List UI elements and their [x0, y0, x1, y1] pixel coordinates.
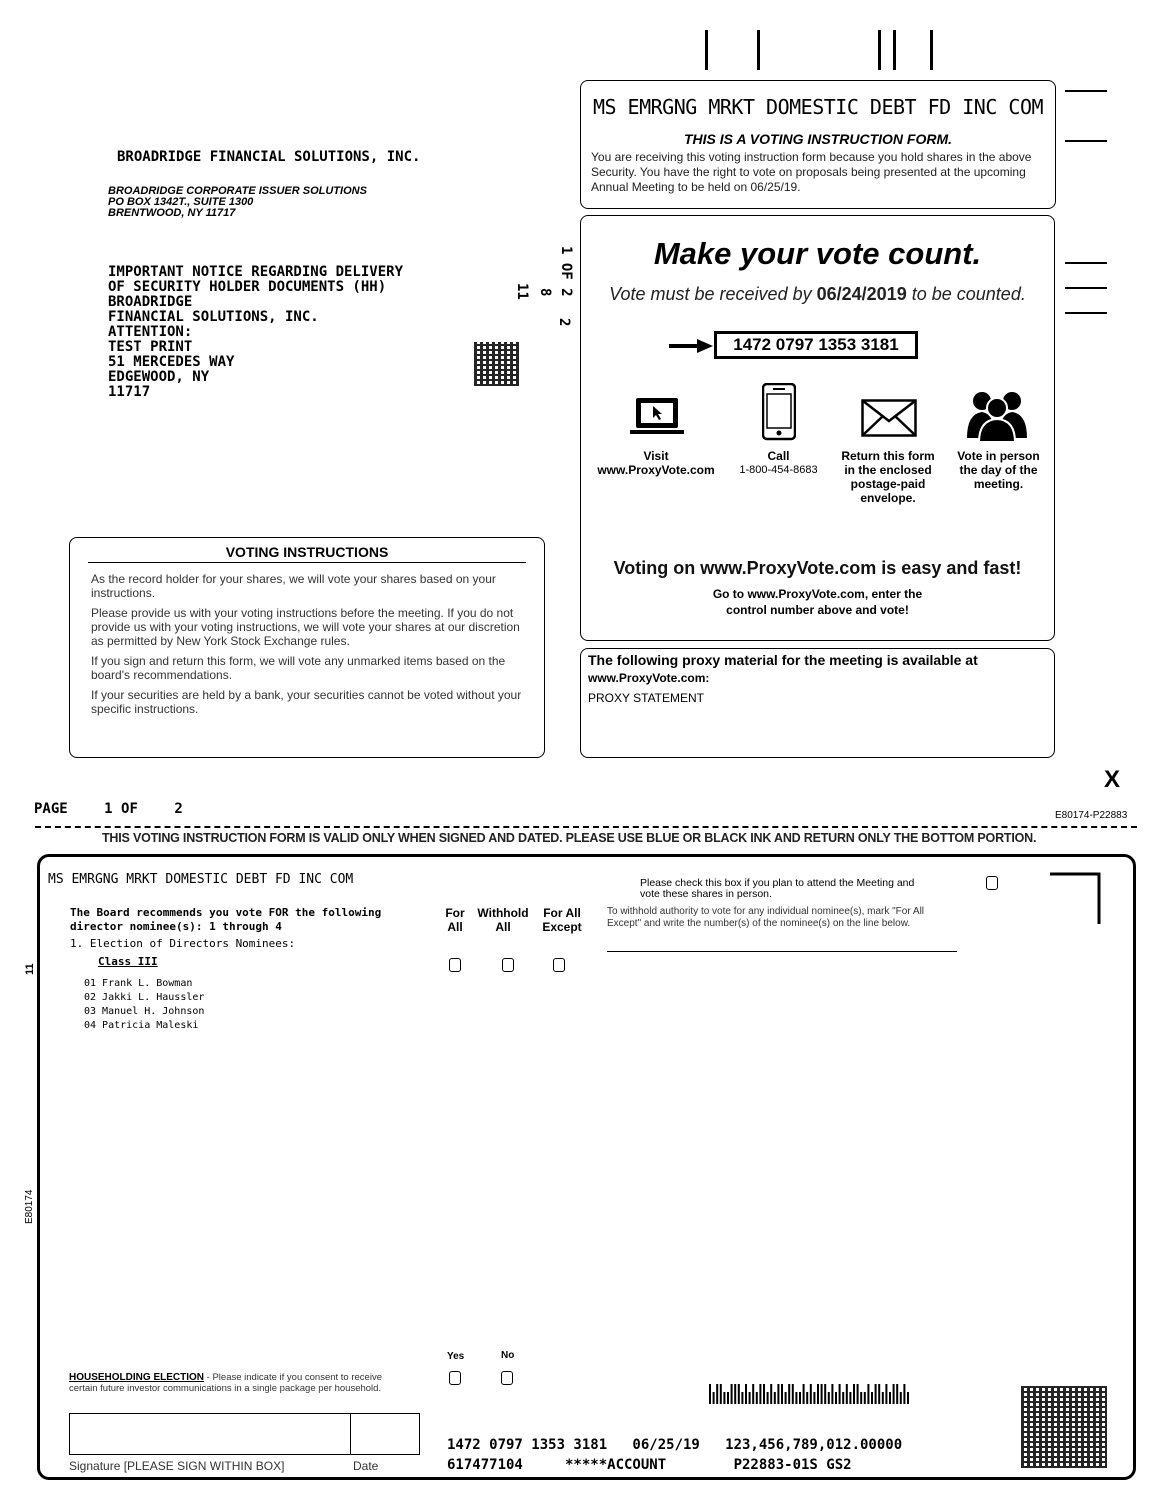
column-for-all-except: [537, 906, 587, 934]
barcode-bar: [749, 1392, 751, 1404]
barcode-bar: [839, 1384, 841, 1404]
phone-icon: [762, 383, 796, 441]
form-title: THIS IS A VOTING INSTRUCTION FORM.: [683, 131, 953, 147]
issuer-line: PO BOX 1342T., SUITE 1300: [108, 196, 254, 208]
security-name: MS EMRGNG MRKT DOMESTIC DEBT FD INC COM: [592, 95, 1044, 119]
withhold-note-line: To withhold authority to vote for any individual nominee(s), mark "For All: [607, 906, 925, 917]
method-call-line: Call: [767, 449, 790, 463]
barcode-bar: [713, 1392, 715, 1404]
datamatrix-code: [474, 342, 519, 386]
householding-line: [69, 1372, 382, 1383]
barcode-bar: [824, 1384, 826, 1404]
deadline-prefix: Vote must be received by: [609, 284, 812, 304]
column-for-all: [440, 906, 470, 934]
address-line: 51 MERCEDES WAY: [108, 354, 235, 370]
nominee: 02 Jakki L. Haussler: [84, 992, 205, 1003]
mailing-address: [108, 265, 403, 400]
column-label: Withhold: [477, 906, 529, 920]
nominee: 04 Patricia Maleski: [84, 1020, 199, 1031]
address-line: TEST PRINT: [108, 339, 193, 355]
withhold-note-line: Except" and write the number(s) of the nominee(s) on the line below.: [607, 918, 911, 929]
barcode-bar: [767, 1392, 769, 1404]
corner-mark: [1050, 872, 1102, 924]
barcode-bar: [756, 1392, 758, 1404]
registration-mark: [757, 30, 760, 70]
datamatrix-code: [1021, 1386, 1107, 1468]
barcode-bar: [821, 1384, 823, 1404]
householding-yes-checkbox[interactable]: [449, 1371, 461, 1385]
barcode-bar: [900, 1392, 902, 1404]
instruction-paragraph: If your securities are held by a bank, your securities cannot be voted without your specific instructions.: [91, 688, 522, 716]
cut-line: [35, 826, 1137, 828]
address-line: OF SECURITY HOLDER DOCUMENTS (HH): [108, 279, 387, 295]
address-line: BROADRIDGE: [108, 294, 193, 310]
vertical-code: 11: [514, 283, 530, 300]
barcode-bar: [842, 1392, 844, 1404]
barcode-bar: [889, 1392, 891, 1404]
barcode-bar: [867, 1384, 869, 1404]
method-visit-line: Visit: [643, 449, 669, 463]
method-in-person-line: the day of the: [959, 463, 1038, 477]
side-code: 11: [24, 963, 36, 975]
vertical-code: 2: [556, 318, 572, 327]
method-mail-line: envelope.: [860, 491, 916, 505]
barcode-bar: [777, 1384, 779, 1404]
vote-box: [580, 215, 1055, 641]
column-label: For All: [543, 906, 581, 920]
column-label: All: [495, 920, 511, 934]
barcode-bar: [860, 1392, 862, 1404]
meeting-date: 06/25/19.: [750, 180, 801, 194]
registration-mark: [893, 30, 896, 70]
nominee: 03 Manuel H. Johnson: [84, 1006, 205, 1017]
page-total: 2: [174, 801, 183, 817]
barcode-bar: [882, 1392, 884, 1404]
envelope-icon: [861, 399, 917, 437]
online-voting-line: Go to www.ProxyVote.com, enter the: [712, 587, 923, 601]
method-in-person-line: meeting.: [973, 477, 1024, 491]
householding-text: - Please indicate if you consent to receive: [206, 1372, 382, 1383]
ballot-security-name: MS EMRGNG MRKT DOMESTIC DEBT FD INC COM: [48, 872, 354, 887]
barcode-bar: [774, 1392, 776, 1404]
online-voting-line: control number above and vote!: [726, 603, 909, 617]
people-icon: [965, 386, 1029, 442]
registration-mark: [1065, 287, 1107, 289]
barcode-bar: [792, 1384, 794, 1404]
barcode-bar: [871, 1392, 873, 1404]
barcode-bar: [907, 1392, 909, 1404]
barcode-bar: [803, 1384, 805, 1404]
cut-line-instructions: THIS VOTING INSTRUCTION FORM IS VALID ONLY WHEN SIGNED AND DATED. PLEASE USE BLUE OR BLACK INK AND RETURN ONLY THE BOTTOM PORTION.: [102, 831, 1037, 845]
address-line: 11717: [108, 384, 151, 400]
barcode-bar: [738, 1384, 740, 1404]
barcode-bar: [720, 1384, 722, 1404]
deadline-suffix: to be counted.: [911, 284, 1026, 304]
date-label: Date: [353, 1459, 379, 1473]
method-mail: [833, 449, 943, 505]
barcode-bar: [799, 1392, 801, 1404]
column-label: For: [445, 906, 465, 920]
except-nominee-line[interactable]: [607, 951, 957, 952]
nominee: 01 Frank L. Bowman: [84, 978, 193, 989]
voting-instructions-body: [91, 572, 530, 722]
recommendation-line: director nominee(s): 1 through 4: [70, 920, 282, 933]
barcode-bar: [795, 1392, 797, 1404]
form-description: [591, 150, 1043, 195]
registration-mark: [930, 30, 933, 70]
voting-instructions-box: [69, 537, 545, 758]
barcode-bar: [846, 1384, 848, 1404]
ballot-item: 1. Election of Directors Nominees:: [70, 937, 296, 950]
instruction-paragraph: If you sign and return this form, we will vote any unmarked items based on the board's recommendations.: [91, 654, 506, 682]
method-in-person-line: Vote in person: [957, 449, 1040, 463]
voting-instructions-title: VOTING INSTRUCTIONS: [88, 544, 526, 563]
registration-mark: [1065, 90, 1107, 92]
vertical-code: 8: [537, 288, 553, 297]
barcode-bar: [759, 1384, 761, 1404]
vote-deadline: [581, 284, 1054, 305]
method-call: [726, 449, 831, 477]
barcode-bar: [752, 1384, 754, 1404]
method-in-person: [946, 449, 1051, 491]
barcode-bar: [781, 1384, 783, 1404]
method-mail-line: in the enclosed: [844, 463, 932, 477]
attend-line: Please check this box if you plan to attend the Meeting and: [640, 877, 915, 889]
barcode-bar: [734, 1384, 736, 1404]
board-recommendation: [70, 906, 381, 934]
footer-line: 617477104 *****ACCOUNT P22883-01S GS2: [447, 1457, 852, 1473]
registration-mark: [878, 30, 881, 70]
barcode-bar: [857, 1384, 859, 1404]
form-description-text: You are receiving this voting instruction form because you hold shares in the above Security. You have the right to vote on proposals being presented at the upcoming Annual Meeting to be held on: [591, 150, 1032, 194]
barcode-bar: [903, 1384, 905, 1404]
method-mail-line: Return this form: [841, 449, 935, 463]
barcode-bar: [727, 1392, 729, 1404]
vertical-page-count: 1 OF 2: [558, 246, 574, 297]
barcode-bar: [741, 1392, 743, 1404]
method-visit-line: www.ProxyVote.com: [597, 463, 715, 477]
date-box[interactable]: [350, 1413, 420, 1455]
householding-no-checkbox[interactable]: [501, 1371, 513, 1385]
job-code: E80174-P22883: [1055, 810, 1128, 821]
online-voting-title: Voting on www.ProxyVote.com is easy and fast!: [613, 558, 1022, 578]
barcode-bar: [885, 1384, 887, 1404]
barcode-bar: [878, 1384, 880, 1404]
instruction-paragraph: Please provide us with your voting instructions before the meeting. If you do not provide us with your voting instructions, we will vote your shares at our discretion as permitted by New York Stock Exchange rules.: [91, 606, 520, 648]
recommendation-line: The Board recommends you vote FOR the following: [70, 906, 382, 919]
column-withhold-all: [472, 906, 534, 934]
barcode-bar: [806, 1392, 808, 1404]
barcode-bar: [864, 1392, 866, 1404]
householding-election: [69, 1372, 382, 1394]
proxy-material-url: www.ProxyVote.com:: [588, 671, 710, 685]
method-call-line: 1-800-454-8683: [739, 464, 818, 476]
arrow-icon: [669, 338, 713, 354]
barcode-bar: [745, 1384, 747, 1404]
barcode-bar: [763, 1384, 765, 1404]
page-marker: [34, 801, 183, 817]
barcode-bar: [723, 1392, 725, 1404]
proxy-material-box: [580, 648, 1055, 758]
column-label: All: [447, 920, 463, 934]
withhold-note: [607, 906, 924, 930]
barcode-bar: [785, 1392, 787, 1404]
issuer-line: BROADRIDGE CORPORATE ISSUER SOLUTIONS: [108, 185, 367, 197]
method-visit: [591, 449, 721, 477]
barcode-bar: [731, 1384, 733, 1404]
proxy-material-title: The following proxy material for the meeting is available at: [588, 652, 978, 668]
attend-meeting-note: [640, 878, 914, 900]
page-label: PAGE: [34, 801, 68, 817]
barcode-bar: [770, 1384, 772, 1404]
address-line: FINANCIAL SOLUTIONS, INC.: [108, 309, 319, 325]
footer-line: 1472 0797 1353 3181 06/25/19 123,456,789,012.00000: [447, 1437, 903, 1453]
signature-box[interactable]: [69, 1413, 351, 1455]
barcode-bar: [813, 1392, 815, 1404]
householding-title: HOUSEHOLDING ELECTION: [69, 1372, 205, 1383]
vote-headline: Make your vote count.: [653, 236, 982, 271]
signature-label: Signature [PLEASE SIGN WITHIN BOX]: [69, 1459, 285, 1473]
attend-meeting-checkbox[interactable]: [986, 876, 998, 890]
postal-barcode: [709, 1384, 911, 1404]
barcode-bar: [849, 1392, 851, 1404]
barcode-bar: [831, 1384, 833, 1404]
barcode-bar: [810, 1384, 812, 1404]
barcode-bar: [828, 1392, 830, 1404]
online-voting-instructions: [581, 586, 1054, 618]
nominee-list: [84, 977, 204, 1033]
householding-line: certain future investor communications in a single package per household.: [69, 1383, 382, 1394]
page-value: 1 OF: [104, 801, 138, 817]
barcode-bar: [893, 1384, 895, 1404]
side-code: E80174: [24, 1189, 35, 1224]
barcode-bar: [716, 1384, 718, 1404]
attend-line: vote these shares in person.: [640, 888, 772, 900]
barcode-bar: [853, 1384, 855, 1404]
registration-mark: [705, 30, 708, 70]
registration-mark: [1065, 312, 1107, 314]
registration-mark: [1065, 140, 1107, 142]
no-label: No: [501, 1350, 515, 1361]
barcode-bar: [835, 1392, 837, 1404]
instruction-paragraph: As the record holder for your shares, we will vote your shares based on your instructions.: [91, 572, 496, 600]
issuer-address: [108, 186, 367, 219]
laptop-icon: [630, 396, 686, 438]
company-name: BROADRIDGE FINANCIAL SOLUTIONS, INC.: [117, 149, 421, 165]
withhold-all-checkbox[interactable]: [502, 958, 514, 972]
proxy-material-item: PROXY STATEMENT: [588, 691, 705, 705]
barcode-bar: [817, 1384, 819, 1404]
for-all-checkbox[interactable]: [449, 958, 461, 972]
barcode-bar: [875, 1384, 877, 1404]
nominee-class: Class III: [98, 955, 158, 968]
for-all-except-checkbox[interactable]: [553, 958, 565, 972]
barcode-bar: [709, 1384, 711, 1404]
address-line: IMPORTANT NOTICE REGARDING DELIVERY: [108, 264, 404, 280]
deadline-date: 06/24/2019: [816, 284, 907, 304]
barcode-bar: [896, 1384, 898, 1404]
x-mark: X: [1104, 766, 1121, 793]
method-mail-line: postage-paid: [850, 477, 926, 491]
address-line: ATTENTION:: [108, 324, 193, 340]
address-line: EDGEWOOD, NY: [108, 369, 210, 385]
security-header-box: [580, 80, 1056, 209]
column-label: Except: [542, 920, 582, 934]
control-number: 1472 0797 1353 3181: [714, 331, 918, 359]
yes-label: Yes: [447, 1351, 465, 1362]
barcode-bar: [788, 1384, 790, 1404]
issuer-line: BRENTWOOD, NY 11717: [108, 207, 236, 219]
registration-mark: [1065, 262, 1107, 264]
